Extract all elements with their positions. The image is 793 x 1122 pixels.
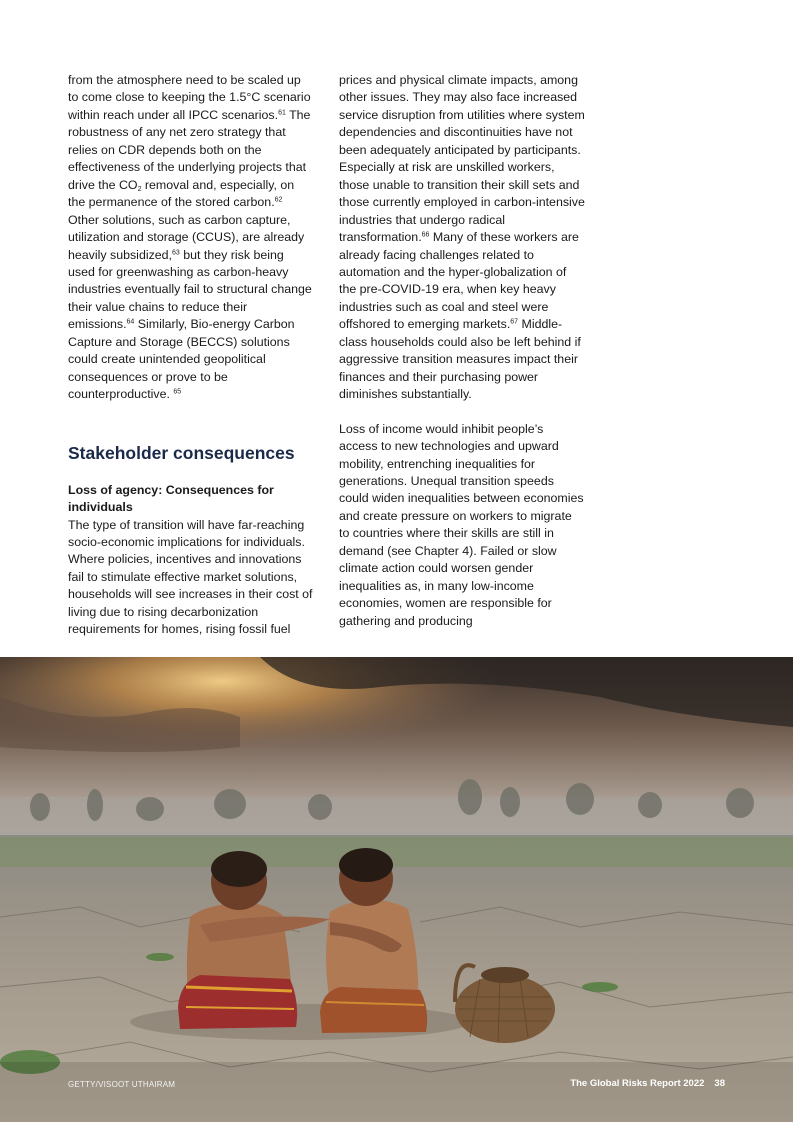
- page-footer: [570, 1078, 725, 1089]
- footnote-ref-62[interactable]: 62: [274, 196, 283, 204]
- photo-credit: GETTY/VISOOT UTHAIRAM: [68, 1080, 176, 1089]
- text-run: Many of these workers are already facing challenges related to automation and the hyper-globalization of the pre-COVID-19 era, when key heavy industries such as coal and steel were offshored to emerging markets.: [339, 230, 579, 332]
- right-column: [339, 72, 585, 630]
- body-paragraph-income: Loss of income would inhibit people’s access to new technologies and upward mobility, entrenching inequalities for generations. Unequal transition speeds could widen inequalities between economies and create pressure on workers to migrate to countries where their skills are still in demand (see Chapter 4). Failed or slow climate action could worsen gender inequalities as, in many low-income economies, women are responsible for gathering and producing: [339, 421, 584, 628]
- report-title: The Global Risks Report 2022: [570, 1078, 705, 1089]
- text-run: removal and, especially, on the permanence of the stored carbon.: [68, 177, 295, 210]
- text-run: Other solutions, such as carbon capture, utilization and storage (CCUS), are already heavily subsidized,: [68, 212, 305, 262]
- text-run: from the atmosphere need to be scaled up to come close to keeping the 1.5°C scenario within reach under all IPCC scenarios.: [68, 73, 311, 122]
- footnote-ref-63[interactable]: 63: [172, 249, 180, 257]
- subscript-2: 2: [137, 185, 142, 193]
- text-run: The robustness of any net zero strategy that relies on CDR depends both on the effectiveness of the underlying projects that drive the CO: [68, 107, 311, 192]
- left-column: [68, 72, 314, 639]
- drought-photo: [0, 657, 793, 1122]
- body-paragraph-workers: [339, 72, 585, 404]
- text-run: but they risk being used for greenwashing as carbon-heavy industries eventually fail to structural change their value chains to reduce their emissions.: [68, 247, 312, 332]
- text-run: prices and physical climate impacts, among other issues. They may also face increased service disruption from utilities where system dependencies and discontinuities have not been adequately anticipated by participants. Especially at risk are unskilled workers, those unable to transition their skill sets and those currently employed in carbon-intensive industries that undergo radical transformation.: [339, 73, 585, 245]
- section-heading: Stakeholder consequences: [68, 442, 295, 463]
- footnote-ref-65[interactable]: 65: [173, 388, 182, 396]
- page-number: 38: [714, 1078, 725, 1089]
- body-paragraph-cdr: [68, 72, 314, 404]
- text-run: Middle-class households could also be left behind if aggressive transition measures impact their finances and their purchasing power diminishes substantially.: [339, 317, 581, 402]
- sub-heading: Loss of agency: Consequences for individuals: [68, 482, 274, 515]
- footnote-ref-67[interactable]: 67: [510, 318, 519, 326]
- text-run: Similarly, Bio-energy Carbon Capture and Storage (BECCS) solutions could create unintended geopolitical consequences or prove to be counterproductive.: [68, 317, 295, 402]
- footnote-ref-64[interactable]: 64: [126, 318, 135, 326]
- footnote-ref-66[interactable]: 66: [421, 231, 430, 239]
- footnote-ref-61[interactable]: 61: [278, 109, 286, 117]
- body-paragraph-individuals: The type of transition will have far-reaching socio-economic implications for individuals. Where policies, incentives and innovations fail to stimulate effective market solutions, households will see increases in their cost of living due to rising decarbonization requirements for homes, rising fossil fuel: [68, 517, 313, 637]
